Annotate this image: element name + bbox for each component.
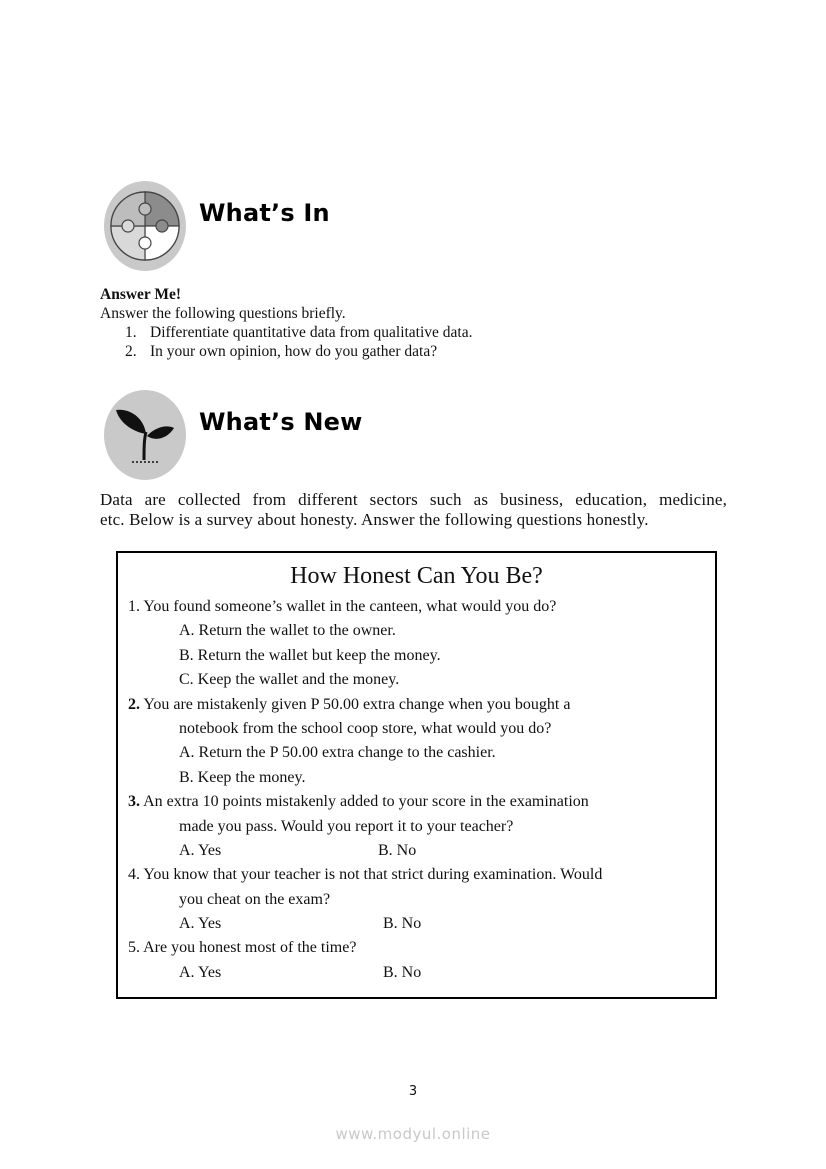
answer-me-section — [100, 285, 473, 361]
option-b: B. No — [383, 915, 422, 933]
watermark: www.modyul.online — [335, 1125, 491, 1143]
option-b: B. Return the wallet but keep the money. — [179, 646, 441, 664]
question-4-continued: you cheat on the exam? — [179, 890, 331, 908]
option-a: A. Yes — [179, 963, 222, 981]
survey-questions — [128, 595, 602, 985]
list-item: 2. In your own opinion, how do you gather data? — [125, 343, 438, 360]
list-item: 1. Differentiate quantitative data from qualitative data. — [125, 324, 473, 341]
intro-paragraph: Data are collected from different sectors such as business, education, medicine, etc. Below is a survey about honesty. Answer the following questions honestly. — [100, 490, 727, 529]
question-1: 1. You found someone’s wallet in the canteen, what would you do? — [128, 598, 557, 615]
option-a: A. Yes — [179, 915, 222, 933]
option-a: A. Return the P 50.00 extra change to the cashier. — [179, 744, 496, 762]
option-b: B. Keep the money. — [179, 768, 306, 786]
whats-new-title: What’s New — [199, 408, 363, 436]
question-3: 3. An extra 10 points mistakenly added to your score in the examination — [128, 793, 589, 811]
answer-options — [128, 961, 602, 985]
option-b: B. No — [378, 841, 417, 859]
answer-instruction: Answer the following questions briefly. — [100, 305, 346, 322]
question-2: 2. You are mistakenly given P 50.00 extra change when you bought a — [128, 695, 571, 713]
question-4: 4. You know that your teacher is not that strict during examination. Would — [128, 866, 603, 884]
option-a: A. Return the wallet to the owner. — [179, 622, 396, 640]
survey-title: How Honest Can You Be? — [290, 563, 543, 589]
answer-options — [128, 912, 602, 936]
option-c: C. Keep the wallet and the money. — [179, 671, 400, 689]
question-5: 5. Are you honest most of the time? — [128, 939, 357, 957]
question-list — [100, 323, 473, 361]
honesty-survey-box — [116, 551, 717, 999]
puzzle-icon — [104, 181, 186, 271]
page-number: 3 — [408, 1084, 418, 1099]
answer-me-heading: Answer Me! — [100, 286, 182, 303]
question-3-continued: made you pass. Would you report it to your teacher? — [179, 817, 514, 835]
question-2-continued: notebook from the school coop store, what would you do? — [179, 719, 552, 737]
seedling-icon — [104, 390, 186, 480]
option-a: A. Yes — [179, 841, 222, 859]
option-b: B. No — [383, 963, 422, 981]
whats-in-title: What’s In — [199, 199, 330, 227]
answer-options — [128, 839, 602, 863]
